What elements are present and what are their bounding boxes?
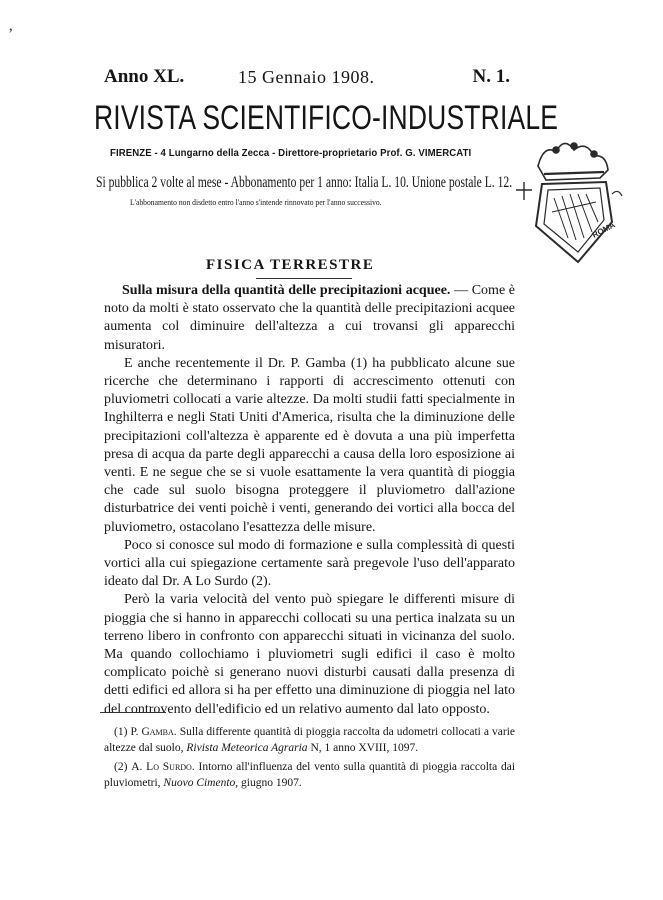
footnote-journal: Nuovo Cimento [163,777,236,789]
article-paragraph-text: — Come è noto da molti è stato osservato che la quantità delle precipitazioni acquee aumenta col diminuire dell'altezza a cui trovansi gli apparecchi misuratori. [104,283,516,353]
article-title: Sulla misura della quantità delle precipitazioni acquee. [122,283,451,298]
footnote-2 [104,759,515,791]
article-paragraph [104,282,515,355]
masthead-title: RIVISTA SCIENTIFICO-INDUSTRIALE [94,99,559,137]
footnote-rule [100,712,166,713]
stamp-graphic [508,126,626,272]
footnote-mark: (1) [114,726,128,738]
article-paragraph: Però la varia velocità del vento può spiegare le differenti misure di pioggia che si hanno in apparecchi collocati su una pertica inalzata su un terreno libero in confronto con apparecchi situati in vicinanza del suolo. Ma quando collochiamo i pluviometri sugli edifici il caso è molto complicato poichè si generano nuovi disturbi causati dalla presenza di detti edifici ed allora si ha per effetto una diminuzione di pioggia nel lato del controvento dell'edificio ed un relativo aumento dal lato opposto. [104,592,515,717]
article-paragraph: Poco si conosce sul modo di formazione e sulla complessità di questi vortici alla cui spiegazione certamente sarà pregevole l'uso dell'apparato ideato dal Dr. A Lo Surdo (2). [104,537,515,590]
footnote-tail: , giugno 1907. [235,777,302,789]
footnote-author: P. Gamba. [130,726,177,738]
footnote-mark: (2) [114,761,128,773]
footnote-tail: N, 1 anno XVIII, 1097. [310,742,419,754]
article-paragraph: E anche recentemente il Dr. P. Gamba (1) ha pubblicato alcune sue ricerche che determinano i rapporti di accrescimento ottenuti con pluviometri collocati a varie altezze. Da molti studii fatti specialmente in Inghilterra e negli Stati Uniti d'America, risulta che la diminuzione delle precipitazioni coll'altezza è apparente ed è dovuta a una più imperfetta presa di acqua da parte degli apparecchi a causa della loro esposizione ai venti. E ne segue che se si vuole esattamente la vera quantità di pioggia che cade sul suolo bisogna proteggere il pluviometro dall'azione disturbatrice dei venti poichè i venti, generando dei vortici alla bocca del pluviometro, ostacolano l'esattezza delle misure. [104,355,515,535]
issue-header-row [104,66,510,92]
address-line: FIRENZE - 4 Lungarno della Zecca - Direttore-proprietario Prof. G. VIMERCATI [110,148,472,159]
footnote-1 [104,724,515,756]
section-title-rule [256,278,352,279]
article-body [104,282,515,719]
issue-year: Anno XL. [104,66,185,87]
page-edge-mark: ’ [8,26,14,43]
publication-line: Si pubblica 2 volte al mese - Abbonamento per 1 anno: Italia L. 10. Unione postale L. 12. [96,174,513,191]
section-title: FISICA TERRESTRE [206,257,375,273]
issue-date: 15 Gennaio 1908. [238,67,375,87]
library-stamp [508,126,626,272]
footnote-text: Sulla differente quantità di pioggia raccolta da udometri collocati a varie altezze dal suolo, [104,726,516,754]
footnote-journal: Rivista Meteorica Agraria [186,742,308,754]
footnote-text: Intorno all'influenza del vento sulla quantità di pioggia raccolta dai pluviometri, [104,761,516,789]
footnotes [104,724,515,794]
stamp-text: ROMA [590,220,617,240]
footnote-author: A. Lo Surdo. [131,761,195,773]
issue-number: N. 1. [472,66,510,87]
subscription-note: L'abbonamento non disdetto entro l'anno s'intende rinnovato per l'anno successivo. [130,198,382,207]
